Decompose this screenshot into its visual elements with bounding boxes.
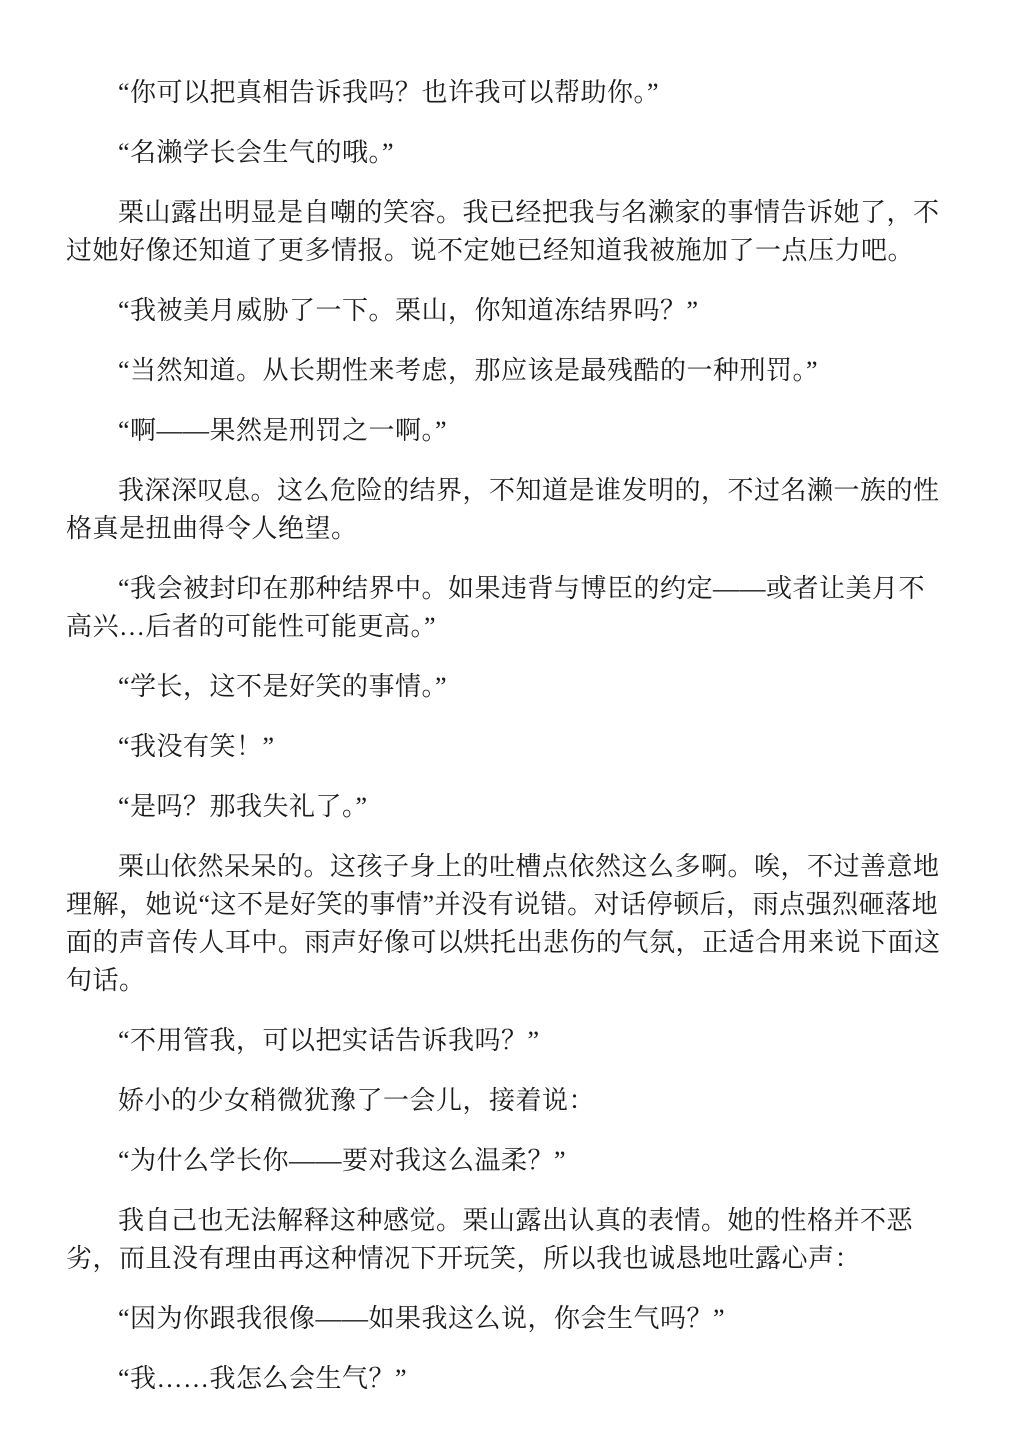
- paragraph: 我自己也无法解释这种感觉。栗山露出认真的表情。她的性格并不恶劣，而且没有理由再这种情况下开玩笑，所以我也诚恳地吐露心声：: [66, 1206, 914, 1273]
- paragraph: “是吗？那我失礼了。”: [118, 792, 368, 821]
- paragraph: “不用管我，可以把实话告诉我吗？”: [118, 1026, 540, 1055]
- paragraph: 栗山依然呆呆的。这孩子身上的吐槽点依然这么多啊。唉，不过善意地理解，她说“这不是好笑的事情”并没有说错。对话停顿后，雨点强烈砸落地面的声音传人耳中。雨声好像可以烘托出悲伤的气氛，正适合用来说下面这句话。: [66, 852, 941, 995]
- paragraph: “你可以把真相告诉我吗？也许我可以帮助你。”: [118, 78, 660, 107]
- paragraph: “当然知道。从长期性来考虑，那应该是最残酷的一种刑罚。”: [118, 356, 819, 385]
- paragraph: 我深深叹息。这么危险的结界，不知道是谁发明的，不过名濑一族的性格真是扭曲得令人绝望。: [66, 476, 940, 543]
- paragraph: “学长，这不是好笑的事情。”: [118, 672, 448, 701]
- paragraph: 娇小的少女稍微犹豫了一会儿，接着说：: [118, 1086, 596, 1115]
- paragraph: “我会被封印在那种结界中。如果违背与博臣的约定——或者让美月不高兴…后者的可能性可能更高。”: [66, 574, 926, 641]
- paragraph: “为什么学长你——要对我这么温柔？”: [118, 1146, 567, 1175]
- paragraph: “因为你跟我很像——如果我这么说，你会生气吗？”: [118, 1304, 726, 1333]
- text-body: [66, 74, 949, 1398]
- paragraph: “名濑学长会生气的哦。”: [118, 138, 395, 167]
- paragraph: 栗山露出明显是自嘲的笑容。我已经把我与名濑家的事情告诉她了，不过她好像还知道了更多情报。说不定她已经知道我被施加了一点压力吧。: [66, 198, 940, 265]
- paragraph: “我被美月威胁了一下。栗山，你知道冻结界吗？”: [118, 296, 699, 325]
- paragraph: “我……我怎么会生气？”: [118, 1364, 408, 1393]
- paragraph: “我没有笑！”: [118, 732, 275, 761]
- paragraph: “啊——果然是刑罚之一啊。”: [118, 416, 448, 445]
